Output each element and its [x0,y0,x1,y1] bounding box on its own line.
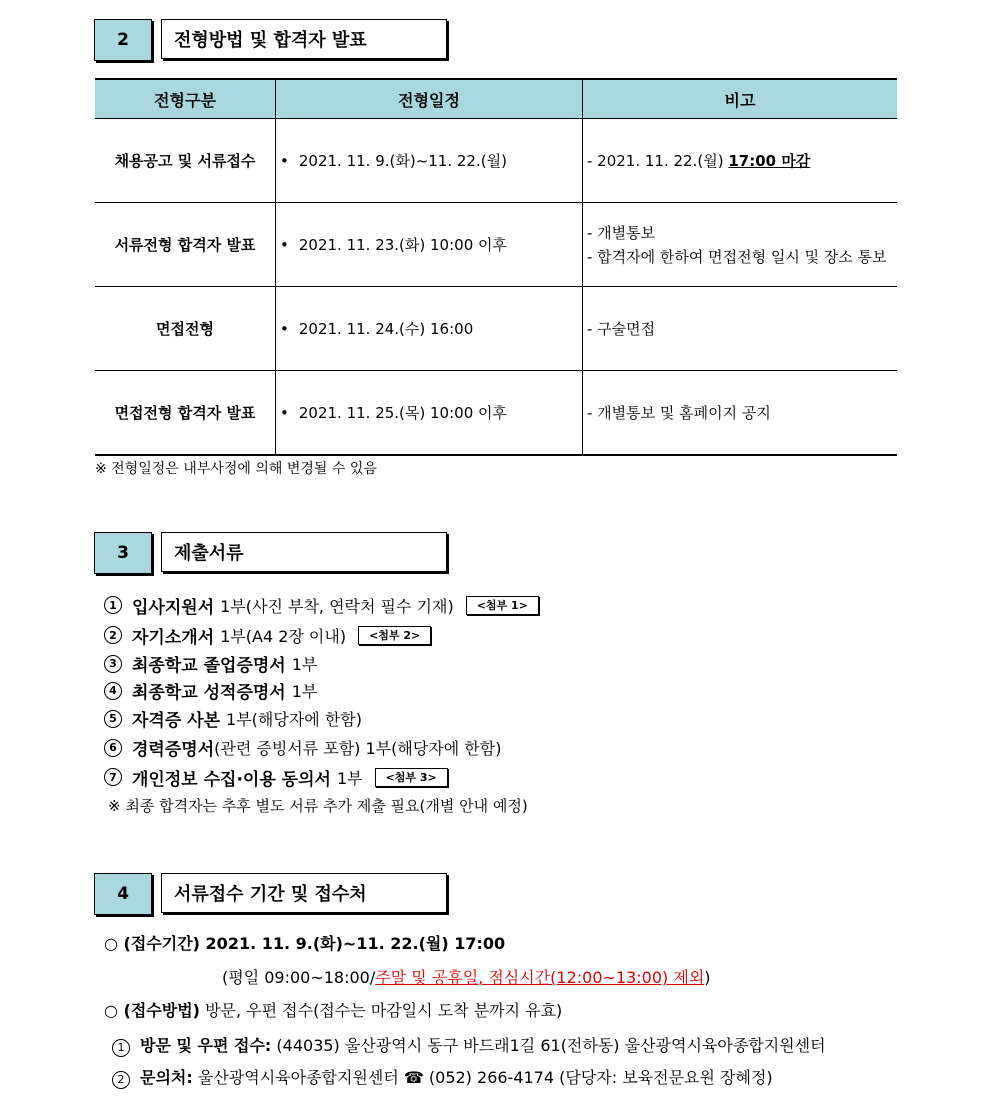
date-text: • 2021. 11. 24.(수) 16:00 [280,320,473,338]
document-detail: 1부 [336,768,363,788]
submission-method [104,998,562,1021]
item-number: 5 [104,710,122,728]
list-item [104,590,539,620]
list-item [104,677,539,704]
note-cell: - 구술면접 [583,287,898,371]
address-label: 방문 및 우편 접수: [140,1036,272,1055]
attachment-tag: <첨부 2> [358,626,431,645]
stage-cell: 서류전형 합격자 발표 [95,203,276,287]
document-name: 최종학교 졸업증명서 [132,656,286,676]
item-number: 2 [104,626,122,644]
note-text: - 개별통보 [587,223,656,242]
item-number: 3 [104,655,122,673]
document-detail: 1부 [291,655,318,674]
document-detail: 1부(A4 2장 이내) [220,626,347,646]
table-header: 전형구분 [95,79,276,119]
closed-hours-text: 주말 및 공휴일, 점심시간(12:00~13:00) 제외 [375,968,705,987]
document-name: 자기소개서 [132,627,215,648]
document-detail: (관련 증빙서류 포함) 1부(해당자에 한함) [214,739,502,758]
section-title: 제출서류 [161,532,447,572]
hours-close: ) [704,968,711,987]
stage-cell: 면접전형 합격자 발표 [95,371,276,456]
submission-period: ○ (접수기간) 2021. 11. 9.(화)~11. 22.(월) 17:00 [104,934,506,953]
item-number: 2 [112,1071,130,1089]
note-text: - 합격자에 한하여 면접전형 일시 및 장소 통보 [587,247,887,266]
date-text: • 2021. 11. 25.(목) 10:00 이후 [280,404,507,422]
section-number: 4 [94,873,152,915]
section-title: 전형방법 및 합격자 발표 [161,19,447,59]
list-item [104,762,539,792]
method-text: 방문, 우편 접수(접수는 마감일시 도착 분까지 유효) [205,1001,563,1020]
table-header: 전형일정 [276,79,583,119]
table-row [95,119,897,203]
contact-text: 울산광역시육아종합지원센터 ☎ (052) 266-4174 (담당자: 보육전문요원 장혜정) [197,1068,773,1087]
submission-address [112,1033,826,1057]
item-number: 4 [104,682,122,700]
note-cell [583,203,898,287]
date-text: • 2021. 11. 23.(화) 10:00 이후 [280,236,507,254]
document-name: 입사지원서 [132,597,215,618]
date-cell [276,203,583,287]
date-cell [276,287,583,371]
table-row [95,371,897,456]
table-row [95,287,897,371]
item-number: 6 [104,739,122,757]
table-header: 비고 [583,79,898,119]
stage-cell: 채용공고 및 서류접수 [95,119,276,203]
document-detail: 1부(사진 부착, 연락처 필수 기재) [220,596,454,616]
deadline-text: 17:00 마감 [728,152,811,170]
document-name: 개인정보 수집·이용 동의서 [132,769,331,790]
date-text: • 2021. 11. 9.(화)~11. 22.(월) [280,152,507,170]
section-number: 2 [94,19,152,61]
document-name: 경력증명서 [132,740,215,760]
document-name: 자격증 사본 [132,711,221,731]
document-name: 최종학교 성적증명서 [132,683,286,703]
list-item [104,733,539,762]
schedule-footnote: ※ 전형일정은 내부사정에 의해 변경될 수 있음 [95,461,377,477]
document-detail: 1부 [291,682,318,701]
stage-cell: 면접전형 [95,287,276,371]
address-text: (44035) 울산광역시 동구 바드래1길 61(전하동) 울산광역시육아종합지원센터 [276,1036,826,1055]
item-number: 7 [104,768,122,786]
documents-note: ※ 최종 합격자는 추후 별도 서류 추가 제출 필요(개별 안내 예정) [108,797,528,815]
item-number: 1 [104,596,122,614]
note-cell: - 개별통보 및 홈페이지 공지 [583,371,898,456]
note-text: - 2021. 11. 22.(월) [587,152,729,170]
section-title: 서류접수 기간 및 접수처 [161,873,447,913]
date-cell [276,371,583,456]
list-item [104,650,539,677]
table-row [95,203,897,287]
note-cell [583,119,898,203]
list-item [104,620,539,650]
item-number: 1 [112,1039,130,1057]
date-cell [276,119,583,203]
section-number: 3 [94,532,152,574]
submission-contact [112,1065,773,1089]
method-label: ○ (접수방법) [104,1001,200,1020]
attachment-tag: <첨부 3> [375,768,448,787]
hours-text: (평일 09:00~18:00/ [222,968,376,987]
document-detail: 1부(해당자에 한함) [226,710,362,729]
schedule-table [95,78,897,456]
list-item [104,704,539,733]
office-hours [222,965,711,988]
attachment-tag: <첨부 1> [466,596,539,615]
documents-list [104,590,539,792]
contact-label: 문의처: [140,1068,193,1087]
